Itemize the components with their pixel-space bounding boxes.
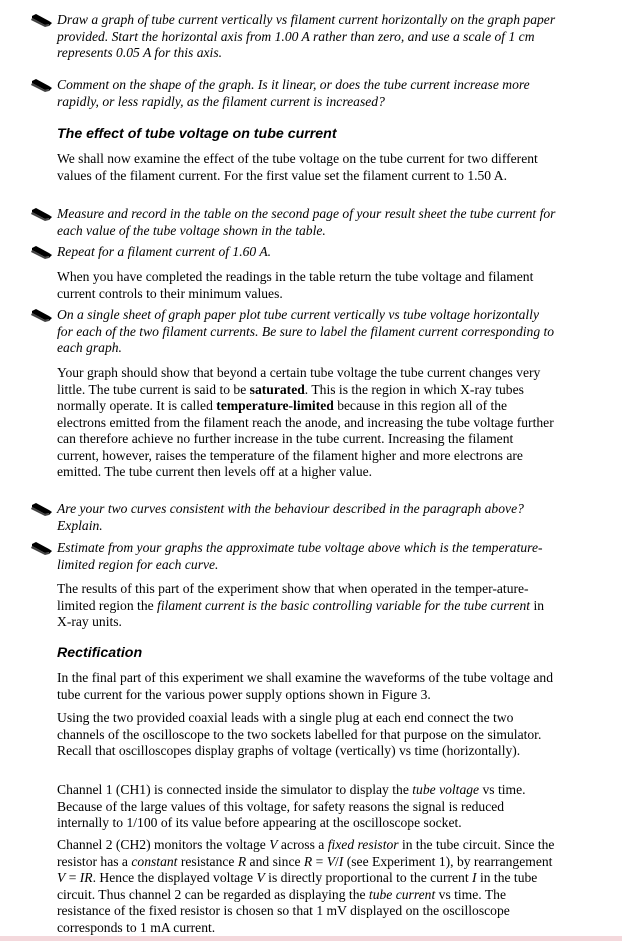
text-run: filament current is the basic controlling variable for the tube current	[157, 597, 531, 613]
section-heading: The effect of tube voltage on tube current	[57, 126, 337, 142]
pencil-icon	[30, 502, 52, 518]
body-paragraph: We shall now examine the effect of the tube voltage on the tube current for two different values of the filament current. For the first value set the filament current to 1.50 A.	[57, 151, 538, 183]
text-run: /	[335, 853, 339, 869]
page-bottom-edge	[0, 936, 622, 941]
task-instruction: Are your two curves consistent with the behaviour described in the paragraph above? Explain.	[57, 501, 524, 533]
text-run: in the tube circuit. Since the resistor has a	[57, 837, 555, 869]
section-heading: Rectification	[57, 645, 143, 661]
text-run: Channel 2 (CH2) monitors the voltage	[57, 837, 270, 852]
text-run: because in this region all of the electrons emitted from the filament reach the anode, and increasing the tube voltage further can therefore achieve no further increase in the tube current. Increasing the filament current, however, raises the temperature of the filament higher and more electrons are emitted. The tube current then levels off at a higher value.	[57, 398, 554, 479]
text-run: . Hence the displayed voltage	[92, 870, 257, 885]
pencil-icon	[30, 245, 52, 261]
pencil-icon	[30, 207, 52, 223]
text-run: tube current	[368, 886, 436, 902]
text-run: V	[57, 870, 66, 885]
text-run: =	[312, 853, 327, 869]
body-paragraph: When you have completed the readings in the table return the tube voltage and filament current controls to their minimum values.	[57, 269, 534, 301]
task-instruction: Estimate from your graphs the approximate tube voltage above which is the temperature-limited region for each curve.	[57, 540, 543, 572]
text-run: constant	[131, 853, 178, 869]
task-instruction: On a single sheet of graph paper plot tube current vertically vs tube voltage horizontally for each of the two filament currents. Be sure to label the filament current corresponding to each graph.	[57, 307, 555, 355]
task-instruction: Draw a graph of tube current vertically vs filament current horizontally on the graph paper provided. Start the horizontal axis from 1.00 A rather than zero, and use a scale of 1 cm represents 0.05 A for this axis.	[57, 12, 556, 60]
text-run: across a	[277, 837, 328, 852]
pencil-icon	[30, 78, 52, 94]
pencil-icon	[30, 13, 52, 29]
text-run: in the tube circuit. Thus channel 2 can be regarded as displaying the	[57, 870, 538, 902]
text-run: in X-ray units.	[57, 597, 545, 629]
text-run: IR	[79, 870, 93, 885]
text-run: =	[65, 870, 80, 885]
body-paragraph: Using the two provided coaxial leads with a single plug at each end connect the two channels of the oscilloscope to the two sockets labelled for that purpose on the simulator. Recall that oscilloscopes display graphs of voltage (vertically) vs time (horizontally).	[57, 710, 542, 758]
text-run: V	[256, 870, 265, 885]
text-run: . This is the region in which X-ray tubes normally operate. It is called	[57, 381, 524, 413]
body-paragraph	[57, 837, 557, 936]
text-run: V	[269, 837, 278, 852]
body-paragraph	[57, 581, 557, 631]
body-paragraph	[57, 365, 557, 481]
text-run: saturated	[249, 381, 305, 397]
text-run: fixed resistor	[327, 837, 399, 852]
body-paragraph: In the final part of this experiment we shall examine the waveforms of the tube voltage and tube current for the various power supply options shown in Figure 3.	[57, 670, 554, 702]
text-run: V	[326, 853, 336, 869]
text-run: (see Experiment 1), by rearrangement	[343, 853, 553, 869]
text-run: R	[237, 853, 247, 869]
text-run: I	[338, 853, 344, 869]
text-run: resistance	[177, 853, 238, 869]
task-instruction: Measure and record in the table on the second page of your result sheet the tube current for each value of the tube voltage shown in the table.	[57, 206, 556, 238]
pencil-icon	[30, 541, 52, 557]
text-run: temperature-limited	[216, 398, 334, 413]
text-run: The results of this part of the experiment show that when operated in the temper-ature-limited region the	[57, 581, 529, 613]
task-instruction: Repeat for a filament current of 1.60 A.	[57, 244, 272, 259]
text-run: vs time. Because of the large values of this voltage, for safety reasons the signal is reduced internally to 1/100 of its value before appearing at the oscilloscope socket.	[57, 782, 526, 830]
text-run: I	[472, 870, 477, 885]
text-run: is directly proportional to the current	[264, 870, 473, 885]
text-run: Your graph should show that beyond a certain tube voltage the tube current changes very little. The tube current is said to be	[57, 365, 541, 397]
body-paragraph	[57, 782, 557, 832]
text-run: tube voltage	[412, 782, 480, 797]
text-run: Channel 1 (CH1) is connected inside the simulator to display the	[57, 782, 413, 797]
task-instruction: Comment on the shape of the graph. Is it linear, or does the tube current increase more rapidly, or less rapidly, as the filament current is increased?	[57, 77, 530, 109]
text-run: and since	[246, 853, 304, 869]
pencil-icon	[30, 308, 52, 324]
text-run: R	[303, 853, 313, 869]
text-run: vs time. The resistance of the fixed resistor is chosen so that 1 mV displayed on the oscilloscope corresponds to 1 mA current.	[57, 886, 510, 935]
